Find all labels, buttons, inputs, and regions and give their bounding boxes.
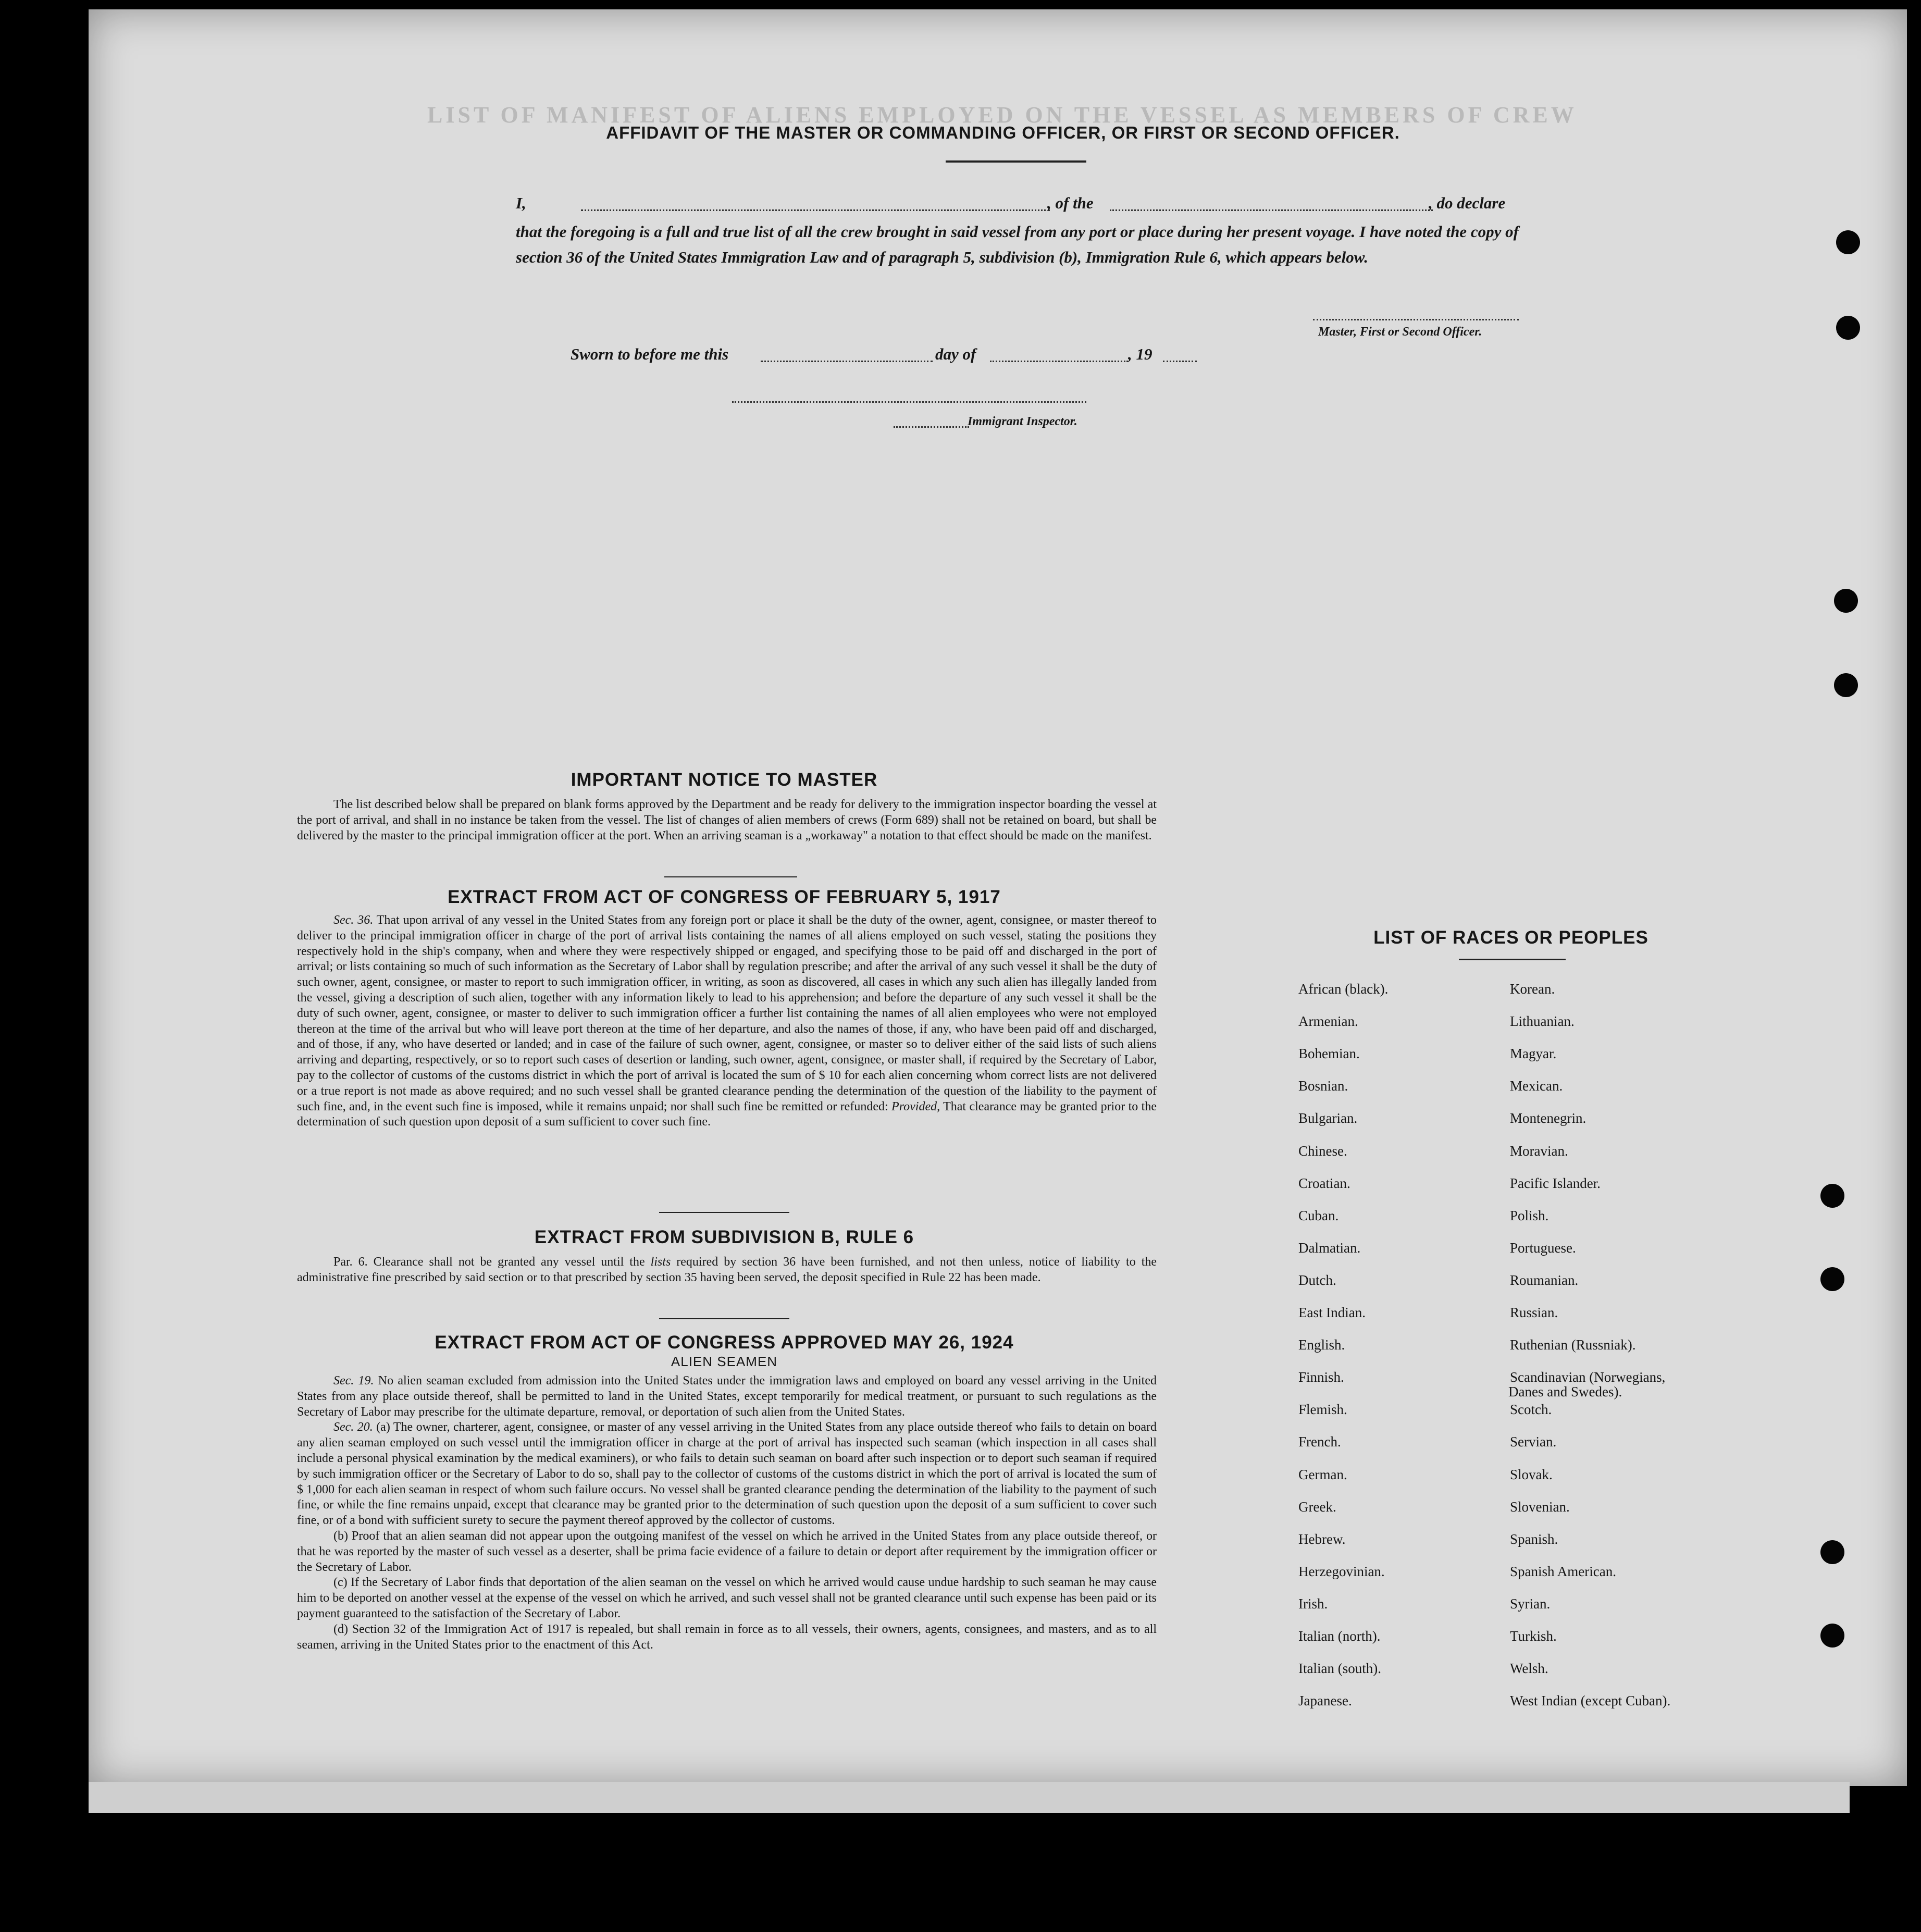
race-entry: Italian (north). (1298, 1628, 1381, 1644)
race-entry: Polish. (1510, 1207, 1549, 1223)
extract-1917-title: EXTRACT FROM ACT OF CONGRESS OF FEBRUARY 5, 1917 (448, 887, 1001, 907)
sworn-month-blank (990, 361, 1128, 362)
race-entry: Welsh. (1510, 1661, 1548, 1677)
inspector-name-blank (894, 426, 969, 428)
race-entry: Armenian. (1298, 1013, 1358, 1030)
rule-6-rule (659, 1318, 789, 1319)
race-entry: Bulgarian. (1298, 1110, 1358, 1126)
race-entry: Syrian. (1510, 1595, 1551, 1612)
sworn-year-blank (1163, 361, 1197, 362)
affidavit-title: AFFIDAVIT OF THE MASTER OR COMMANDING OFFICER, OR FIRST OR SECOND OFFICER. (606, 123, 1400, 142)
race-entry: Herzegovinian. (1298, 1563, 1385, 1579)
race-entry: Bohemian. (1298, 1046, 1360, 1062)
sworn-prefix: Sworn to before me this (571, 345, 729, 363)
race-entry: Moravian. (1510, 1143, 1568, 1159)
race-entry: Dalmatian. (1298, 1240, 1361, 1256)
sec-20a-paragraph (297, 1420, 1157, 1529)
race-entry: Cuban. (1298, 1207, 1339, 1223)
race-entry: Finnish. (1298, 1369, 1344, 1385)
sec-20b-paragraph: (b) Proof that an alien seaman did not appear upon the outgoing manifest of the vessel on which he arrived in the United States from any place outside thereof, or that he was reported by the master of such vessel as a deserter, shall be prima facie evidence of a failure to detain or deport after requirement by the immigration officer or the Secretary of Labor. (297, 1529, 1157, 1574)
race-entry: Danes and Swedes). (1508, 1384, 1622, 1400)
declarant-name-blank (581, 209, 1050, 211)
sec-36-end: That clearance may be granted prior to the determination of such question upon deposit of a sum sufficient to cover such fine. (297, 1099, 1157, 1129)
race-entry: Spanish American. (1510, 1563, 1616, 1579)
race-entry: Bosnian. (1298, 1078, 1348, 1094)
race-entry: Mexican. (1510, 1078, 1563, 1094)
punch-hole (1820, 1540, 1844, 1564)
affidavit-body: that the foregoing is a full and true list of all the crew brought in said vessel from any port or place during her present voyage. I have noted the copy of section 36 of the United States Immigration Law and of paragraph 5, subdivision (b), Immigration Rule 6, which appears below. (516, 222, 1519, 266)
race-entry: African (black). (1298, 981, 1389, 997)
race-entry: Ruthenian (Russniak). (1510, 1337, 1636, 1353)
rule-6-text-a: Par. 6. Clearance shall not be granted any vessel until the (333, 1255, 645, 1269)
race-entry: English. (1298, 1337, 1345, 1353)
sec-20-label: Sec. 20. (333, 1420, 373, 1434)
race-entry: Montenegrin. (1510, 1110, 1587, 1126)
race-entry: Lithuanian. (1510, 1013, 1575, 1030)
sworn-year: , 19 (1128, 345, 1152, 363)
notice-text: The list described below shall be prepared on blank forms approved by the Department and be ready for delivery to the immigration inspector boarding the vessel at the port of arrival, and shall in no instance be taken from the vessel. The list of changes of alien members of crews (Form 689) shall not be retained on board, but shall be delivered by the master to the principal immigration officer at the port. When an arriving seaman is a „workaway" a notation to that effect should be made on the manifest. (297, 798, 1157, 843)
race-entry: Roumanian. (1510, 1272, 1579, 1288)
race-entry: Irish. (1298, 1595, 1328, 1612)
extract-1917-text (297, 913, 1157, 1130)
punch-hole (1820, 1184, 1844, 1208)
race-entry: Russian. (1510, 1305, 1558, 1320)
notice-title: IMPORTANT NOTICE TO MASTER (571, 770, 878, 790)
race-entry: Greek. (1298, 1498, 1336, 1515)
inspector-signature-blank (732, 401, 1086, 403)
rule-6-title: EXTRACT FROM SUBDIVISION B, RULE 6 (534, 1227, 914, 1247)
extract-1924-text (297, 1373, 1157, 1653)
races-title-rule (1459, 959, 1566, 960)
punch-hole (1836, 230, 1860, 254)
punch-hole (1820, 1624, 1844, 1648)
race-entry: West Indian (except Cuban). (1510, 1693, 1671, 1709)
sec-36-label: Sec. 36. (333, 913, 374, 927)
inspector-label: Immigrant Inspector. (968, 415, 1077, 428)
race-entry: Portuguese. (1510, 1240, 1576, 1256)
rule-6-lists-word: lists (650, 1255, 671, 1269)
race-entry: Korean. (1510, 981, 1555, 997)
race-entry: Flemish. (1298, 1402, 1347, 1418)
sec-20d-paragraph: (d) Section 32 of the Immigration Act of 1917 is repealed, but shall remain in force as to all vessels, their owners, agents, consignees, and masters, and as to all seamen, arriving in the United States prior to the enactment of this Act. (297, 1622, 1157, 1652)
sworn-day-of: day of (935, 345, 976, 363)
race-entry: Japanese. (1298, 1693, 1352, 1709)
race-entry: Scotch. (1510, 1402, 1552, 1418)
notice-rule (664, 876, 797, 877)
sec-19-label: Sec. 19. (333, 1374, 374, 1388)
race-entry: Slovak. (1510, 1466, 1553, 1482)
signature-blank (1313, 319, 1519, 320)
race-entry: Scandinavian (Norwegians, (1510, 1369, 1666, 1385)
affidavit-of-the-label: , of the (1047, 194, 1094, 212)
punch-hole (1836, 316, 1860, 340)
race-entry: Turkish. (1510, 1628, 1557, 1644)
sec-20a-body: (a) The owner, charterer, agent, consignee, or master of any vessel arriving in the United States from any place outside thereof who fails to detain on board any alien seaman employed on such vessel until the immigration officer in charge at the port of arrival has inspected such seaman (which inspection in all cases shall include a personal physical examination by the medical examiners), or who fails to detain such seaman on board after such inspection or to deport such seaman if required by such immigration officer or the Secretary of Labor to do so, shall pay to the collector of customs of the customs district in which the port of arrival is located the sum of $ 1,000 for each alien seaman in respect of whom such failure occurs. No vessel shall be granted clearance pending the determination of the liability to the payment of such fine, or while the fine remains unpaid, except that clearance may be granted prior to the determination of such question upon the deposit of a sum sufficient to cover such fine, or of a bond with sufficient surety to secure the payment thereof approved by the collector of customs. (297, 1420, 1157, 1528)
sec-19-body: No alien seaman excluded from admission into the United States under the immigration laws and employed on board any vessel arriving in the United States from any place outside thereof, shall be permitted to land in the United States, except temporarily for medical treatment, or pursuant to such regulations as the Secretary of Labor may prescribe for the ultimate departure, removal, or deportation of such alien from the United States. (297, 1374, 1157, 1419)
races-title: LIST OF RACES OR PEOPLES (1373, 927, 1649, 948)
bleed-through-heading: LIST OF MANIFEST OF ALIENS EMPLOYED ON THE VESSEL AS MEMBERS OF CREW (427, 102, 1577, 128)
race-entry: Magyar. (1510, 1046, 1557, 1062)
sec-19-paragraph (297, 1373, 1157, 1420)
rule-6-text-b: required by section 36 have been furnished, and not then unless, notice of liability to the administrative fine prescribed by said section or to that prescribed by section 35 having been served, the deposit specified in Rule 22 has been made. (297, 1255, 1157, 1284)
vessel-name-blank (1110, 209, 1433, 211)
punch-hole (1834, 673, 1858, 697)
affidavit-declare-label: , do declare (1429, 194, 1506, 212)
punch-hole (1834, 589, 1858, 613)
race-entry: Italian (south). (1298, 1661, 1381, 1677)
sheet-lower-edge (89, 1782, 1850, 1813)
title-rule (946, 160, 1086, 163)
race-entry: Chinese. (1298, 1143, 1347, 1159)
race-entry: German. (1298, 1466, 1347, 1482)
race-entry: Spanish. (1510, 1531, 1558, 1547)
punch-hole (1820, 1267, 1844, 1291)
race-entry: East Indian. (1298, 1305, 1366, 1320)
affidavit-declarant-line (516, 194, 526, 213)
sec-36-body: That upon arrival of any vessel in the United States from any foreign port or place it shall be the duty of the owner, agent, consignee, or master thereof to deliver to the principal immigration officer in charge of the port of arrival lists containing the names of all aliens employed on such vessel, stating the positions they respectively hold in the ship's company, when and where they were respectively shipped or engaged, and specifying those to be paid off and discharged in the port of arrival; or lists containing so much of such information as the Secretary of Labor shall by regulation prescribe; and after the arrival of any such vessel it shall be the duty of such owner, agent, consignee, or master to report to such immigration officer, in writing, as soon as discovered, all cases in which any such alien has illegally landed from the vessel, giving a description of such alien, together with any information likely to lead to his apprehension; and before the departure of any such vessel it shall be the duty of such owner, agent, consignee, or master to deliver to such immigration officer a further list containing the names of all alien employees who were not employed thereon at the time of the arrival but who will leave port thereon at the time of her departure, and also the names of those, if any, who have been paid off and discharged, and of those, if any, who have deserted or landed; and in case of the failure of such owner, agent, consignee, or master so to deliver either of the said lists of such aliens arriving and departing, respectively, or so to report such cases of desertion or landing, such owner, agent, consignee, or master shall, if required by the Secretary of Labor, pay to the collector of customs of the customs district in which the port of arrival is located the sum of $ 10 for each alien concerning whom correct lists are not delivered or a true report is not made as above required; and no such vessel shall be granted clearance pending the determination of the question of the liability to the payment of such fine, and, in the event such fine is imposed, while it remains unpaid; nor shall such fine be remitted or refunded: (297, 913, 1157, 1113)
provided-word: Provided, (891, 1099, 940, 1113)
sec-20c-paragraph: (c) If the Secretary of Labor finds that deportation of the alien seaman on the vessel on which he arrived would cause undue hardship to such seaman he may cause him to be deported on another vessel at the expense of the vessel on which he arrived, and such vessel shall not be granted clearance until such expense has been paid or its payment guaranteed to the satisfaction of the Secretary of Labor. (297, 1576, 1157, 1620)
signature-label: Master, First or Second Officer. (1318, 325, 1482, 339)
race-entry: Croatian. (1298, 1175, 1350, 1191)
sworn-day-blank (761, 361, 933, 362)
rule-6-text (297, 1255, 1157, 1286)
race-entry: Dutch. (1298, 1272, 1336, 1288)
race-entry: Hebrew. (1298, 1531, 1346, 1547)
extract-1924-subtitle: ALIEN SEAMEN (671, 1354, 778, 1369)
race-entry: French. (1298, 1434, 1341, 1450)
extract-1917-rule (659, 1212, 789, 1213)
affidavit-i-label: I, (516, 194, 526, 212)
race-entry: Slovenian. (1510, 1498, 1570, 1515)
race-entry: Servian. (1510, 1434, 1557, 1450)
race-entry: Pacific Islander. (1510, 1175, 1601, 1191)
extract-1924-title: EXTRACT FROM ACT OF CONGRESS APPROVED MAY 26, 1924 (435, 1332, 1014, 1353)
